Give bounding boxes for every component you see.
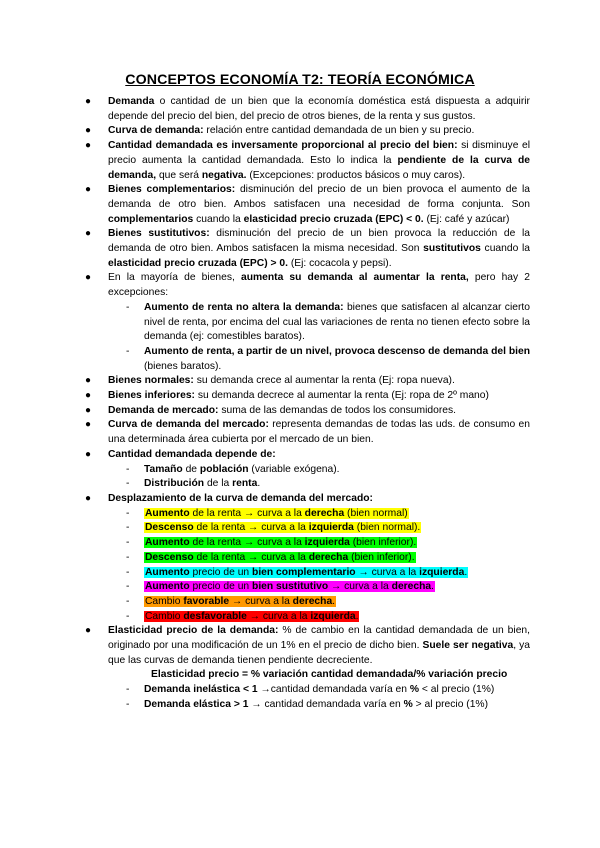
dash-icon: - <box>126 345 130 357</box>
bold-text: izquierda <box>419 566 465 578</box>
elasticity-formula: Elasticidad precio = % variación cantidad demandada/% variación precio <box>151 669 508 681</box>
sub-list-item <box>108 566 530 581</box>
text: (bien normal) <box>344 507 408 519</box>
bold-text: Distribución <box>144 478 205 490</box>
text: que será <box>156 169 202 181</box>
bold-text: Bienes normales: <box>108 375 194 387</box>
text: cuando la <box>193 213 244 225</box>
bold-text: población <box>199 463 249 475</box>
text: su demanda decrece al aumentar la renta (Ej: ropa de 2º mano) <box>194 390 489 402</box>
bold-text: izquierda <box>310 610 356 622</box>
bullet-icon: ● <box>85 419 92 431</box>
bold-text: Aumento de renta, a partir de un nivel, provoca descenso de demanda del bien <box>144 345 530 357</box>
text: (bien inferior). <box>348 551 415 563</box>
highlighted-text <box>144 537 417 548</box>
item-text <box>108 228 530 268</box>
text: . <box>464 566 468 578</box>
bold-text: derecha <box>304 507 345 519</box>
text: (Ej: cocacola y pepsi). <box>287 257 392 269</box>
item-mayoria-bienes <box>82 271 530 374</box>
bold-text: desfavorable <box>183 610 247 622</box>
item-bienes-inferiores <box>82 389 530 404</box>
text: si disminuye el precio aumenta la cantidad demandada. Esto lo indica la <box>108 140 531 166</box>
item-text <box>108 405 456 416</box>
bold-text: renta <box>232 478 258 490</box>
bold-text: derecha <box>391 581 432 593</box>
text: < al precio (1%) <box>419 684 495 696</box>
sub-item-text <box>144 346 530 372</box>
sub-list-item <box>108 536 530 551</box>
sub-item-text <box>144 302 530 342</box>
item-text <box>108 140 530 180</box>
bold-text: Bienes complementarios: <box>108 184 236 196</box>
bold-text: Aumento <box>145 581 190 593</box>
dash-icon: - <box>126 610 130 622</box>
bold-text: elasticidad precio cruzada (EPC) < 0. <box>243 213 424 225</box>
bold-text: Cantidad demandada es inversamente proporcional al precio del bien: <box>108 140 458 152</box>
bold-text: complementarios <box>108 213 194 225</box>
dash-icon: - <box>126 537 130 549</box>
dash-icon: - <box>126 507 130 519</box>
bold-text: negativa. <box>201 169 247 181</box>
bold-text: Descenso <box>145 522 194 534</box>
bold-text: Curva de demanda: <box>108 125 204 137</box>
item-text <box>108 125 474 136</box>
text: su demanda crece al aumentar la renta (Ej: ropa nueva). <box>193 375 455 387</box>
item-text <box>108 419 530 445</box>
bold-text: Demanda inelástica < 1 <box>144 684 258 696</box>
bullet-icon: ● <box>85 96 92 107</box>
bold-text: Bienes inferiores: <box>108 390 195 402</box>
bold-text: elasticidad precio cruzada (EPC) > 0. <box>108 257 288 269</box>
bullet-icon: ● <box>85 404 92 416</box>
text: de la renta → curva a la <box>193 551 309 563</box>
item-text <box>108 272 530 298</box>
text: cuando la <box>480 243 530 255</box>
sub-list-item <box>108 683 530 698</box>
text: relación entre cantidad demandada de un bien y su precio. <box>203 125 475 137</box>
bullet-icon: ● <box>85 125 92 137</box>
item-text <box>108 375 455 386</box>
item-curva-demanda <box>82 124 530 139</box>
highlighted-text <box>144 552 416 563</box>
bold-text: Elasticidad precio de la demanda: <box>108 625 279 637</box>
bold-text: Demanda de mercado: <box>108 404 219 416</box>
bold-text: bien complementario <box>252 566 356 578</box>
sub-list <box>108 463 530 492</box>
item-demanda <box>82 95 530 124</box>
text: . <box>332 595 336 607</box>
text: de la renta → curva a la <box>189 507 305 519</box>
text: Cambio <box>145 610 184 622</box>
text: → cantidad demandada varía en <box>248 698 404 710</box>
dash-icon: - <box>126 595 130 607</box>
dash-icon: - <box>126 684 130 696</box>
text: de la <box>204 478 233 490</box>
sub-list-item <box>108 551 530 566</box>
text: En la mayoría de bienes, <box>108 272 241 284</box>
item-text <box>108 449 276 460</box>
sub-list-item <box>108 477 530 492</box>
sub-list <box>108 301 530 375</box>
item-cantidad-demandada <box>82 139 530 183</box>
item-cantidad-depende <box>82 448 530 492</box>
dash-icon: - <box>126 566 130 578</box>
bold-text: Suele ser negativa <box>422 640 514 652</box>
text: % de cambio en la cantidad demandada de un bien, originado por una modificación de un 1% en el precio de dicho bien. <box>108 625 531 652</box>
bold-text: % <box>409 684 420 696</box>
item-text <box>108 625 530 665</box>
dash-icon: - <box>126 522 130 534</box>
sub-list <box>108 507 530 625</box>
bullet-icon: ● <box>85 390 92 402</box>
bullet-icon: ● <box>85 375 92 387</box>
item-text <box>108 390 489 401</box>
sub-item-text <box>144 684 494 695</box>
bold-text: sustitutivos <box>423 243 481 255</box>
sub-list-item <box>108 580 530 595</box>
bold-text: Desplazamiento de la curva de demanda del mercado: <box>108 492 373 504</box>
sub-item-text <box>144 478 260 489</box>
bullet-icon: ● <box>85 625 92 637</box>
bold-text: Tamaño <box>144 463 183 475</box>
item-text <box>108 96 530 122</box>
dash-icon: - <box>126 698 130 710</box>
text: precio de un <box>189 581 253 593</box>
dash-icon: - <box>126 478 130 490</box>
bold-text: favorable <box>183 595 230 607</box>
sub-list-item <box>108 610 530 625</box>
item-bienes-normales <box>82 374 530 389</box>
bullet-icon: ● <box>85 184 92 196</box>
text: . <box>431 581 435 593</box>
text: . <box>257 478 261 490</box>
highlighted-text <box>144 611 359 622</box>
dash-icon: - <box>126 301 130 313</box>
text: (bien normal). <box>353 522 421 534</box>
document-body <box>82 95 530 713</box>
text: (bienes baratos). <box>144 360 222 372</box>
bold-text: Aumento <box>145 566 190 578</box>
bullet-icon: ● <box>85 140 92 152</box>
highlighted-text <box>144 581 435 592</box>
text: o cantidad de un bien que la economía doméstica está dispuesta a adquirir depende del precio del bien, del precio de otros bienes, de la renta y sus gustos. <box>108 96 530 122</box>
main-bullet-list <box>82 95 530 713</box>
bold-text: izquierda <box>304 537 350 549</box>
item-desplazamiento <box>82 492 530 624</box>
bold-text: Demanda <box>108 96 155 107</box>
text: → curva a la <box>229 595 293 607</box>
bold-text: derecha <box>292 595 333 607</box>
text: , ya que las curvas de demanda tienen pendiente decreciente. <box>108 640 530 666</box>
item-curva-demanda-mercado <box>82 418 530 447</box>
sub-list-item <box>108 301 530 345</box>
highlighted-text <box>144 508 409 519</box>
text: → curva a la <box>355 566 420 578</box>
bold-text: Demanda elástica > 1 <box>144 698 249 710</box>
item-bienes-sustitutivos <box>82 227 530 271</box>
text: (bien inferior). <box>349 537 417 549</box>
text: (Ej: café y azúcar) <box>423 213 510 225</box>
sub-list-item <box>108 521 530 536</box>
text: > al precio (1%) <box>412 698 489 710</box>
bold-text: derecha <box>308 551 349 563</box>
page-title: CONCEPTOS ECONOMÍA T2: TEORÍA ECONÓMICA <box>125 72 475 88</box>
text: disminución del precio de un bien provoca la reducción de la demanda de otro bien. Ambos satisfacen la misma necesidad. Son <box>108 228 530 255</box>
bullet-icon: ● <box>85 272 92 284</box>
bold-text: Bienes sustitutivos: <box>108 228 210 240</box>
sub-item-text <box>144 464 340 475</box>
highlighted-text <box>144 567 468 578</box>
bold-text: Descenso <box>145 551 194 563</box>
text: → curva a la <box>246 610 311 622</box>
bold-text: bien sustitutivo <box>252 581 329 593</box>
bullet-icon: ● <box>85 448 92 460</box>
text: Cambio <box>145 595 184 607</box>
item-bienes-complementarios <box>82 183 530 227</box>
text: disminución del precio de un bien provoca el aumento de la demanda de otro bien. Ambos satisfacen una necesidad de forma conjunta. Son <box>108 184 530 210</box>
dash-icon: - <box>126 463 130 475</box>
text: suma de las demandas de todos los consumidores. <box>218 404 456 416</box>
text: (Excepciones: productos básicos o muy caros). <box>246 169 466 181</box>
bullet-icon: ● <box>85 492 92 504</box>
sub-item-text <box>144 699 488 710</box>
text: bienes que satisfacen al alcanzar cierto nivel de renta, por encima del cual las variaciones de renta no tienen efecto sobre la demanda (ej: comestibles baratos). <box>144 301 530 343</box>
sub-list-item <box>108 345 530 374</box>
item-text <box>108 493 373 504</box>
dash-icon: - <box>126 551 130 563</box>
highlighted-text <box>144 522 421 533</box>
bold-text: izquierda <box>308 522 354 534</box>
bold-text: Aumento <box>145 537 190 549</box>
text: pero hay 2 excepciones: <box>108 272 530 299</box>
text: . <box>355 610 359 622</box>
text: de la renta → curva a la <box>189 537 305 549</box>
text: representa demandas de todas las uds. de consumo en una determinada área cubierta por el mercado de un bien. <box>108 419 530 446</box>
item-elasticidad <box>82 624 530 712</box>
bold-text: Aumento de renta no altera la demanda: <box>144 301 344 313</box>
bold-text: aumenta su demanda al aumentar la renta, <box>240 272 469 284</box>
dash-icon: - <box>126 581 130 593</box>
bold-text: Aumento <box>145 507 190 519</box>
bold-text: pendiente de la curva de demanda, <box>108 154 530 181</box>
highlighted-text <box>144 596 336 607</box>
sub-list-item <box>108 698 530 713</box>
text: (variable exógena). <box>248 463 340 475</box>
text: de <box>182 463 200 475</box>
item-text <box>108 184 530 224</box>
sub-list-item <box>108 507 530 522</box>
bullet-icon: ● <box>85 228 92 240</box>
item-demanda-mercado <box>82 404 530 419</box>
bold-text: % <box>403 698 413 710</box>
sub-list-item <box>108 595 530 610</box>
text: precio de un <box>189 566 253 578</box>
bold-text: Cantidad demandada depende de: <box>108 448 276 460</box>
bold-text: Curva de demanda del mercado: <box>108 419 269 431</box>
text: →cantidad demandada varía en <box>257 684 410 696</box>
sub-list <box>108 683 530 712</box>
text: de la renta → curva a la <box>193 522 309 534</box>
sub-list-item <box>108 463 530 478</box>
text: → curva a la <box>328 581 392 593</box>
